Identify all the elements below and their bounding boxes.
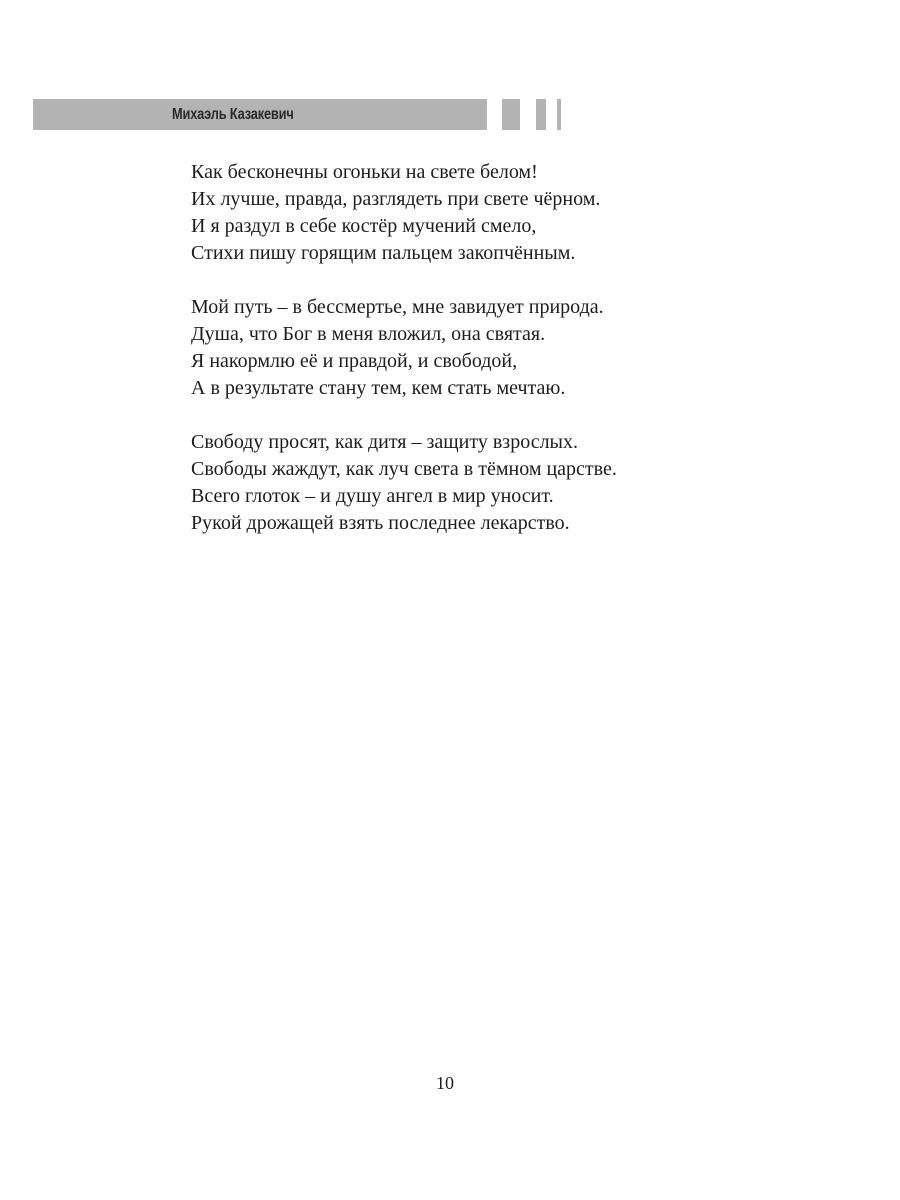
- header-decor-block: [557, 99, 561, 130]
- stanza: [191, 294, 617, 402]
- poem-line: Их лучше, правда, разглядеть при свете чёрном.: [191, 188, 601, 210]
- stanza: [191, 159, 617, 267]
- stanza: [191, 429, 617, 537]
- running-header-author: Михаэль Казакевич: [172, 106, 294, 123]
- poem-line: А в результате стану тем, кем стать мечтаю.: [191, 377, 566, 399]
- poem-line: Свободы жаждут, как луч света в тёмном царстве.: [191, 458, 617, 480]
- poem-line: Мой путь – в бессмертье, мне завидует природа.: [191, 296, 604, 318]
- header-decor-block: [502, 99, 520, 130]
- poem-line: Стихи пишу горящим пальцем закопчённым.: [191, 242, 576, 264]
- poem-line: Рукой дрожащей взять последнее лекарство.: [191, 512, 570, 534]
- poem-line: Всего глоток – и душу ангел в мир уносит.: [191, 485, 554, 507]
- poem-line: Душа, что Бог в меня вложил, она святая.: [191, 323, 546, 345]
- header-decor-block: [536, 99, 546, 130]
- poem-line: Свободу просят, как дитя – защиту взрослых.: [191, 431, 578, 453]
- page-number: 10: [436, 1073, 454, 1093]
- poem-line: Я накормлю её и правдой, и свободой,: [191, 350, 518, 372]
- poem: [191, 159, 617, 564]
- poem-line: И я раздул в себе костёр мучений смело,: [191, 215, 537, 237]
- poem-line: Как бесконечны огоньки на свете белом!: [191, 161, 538, 183]
